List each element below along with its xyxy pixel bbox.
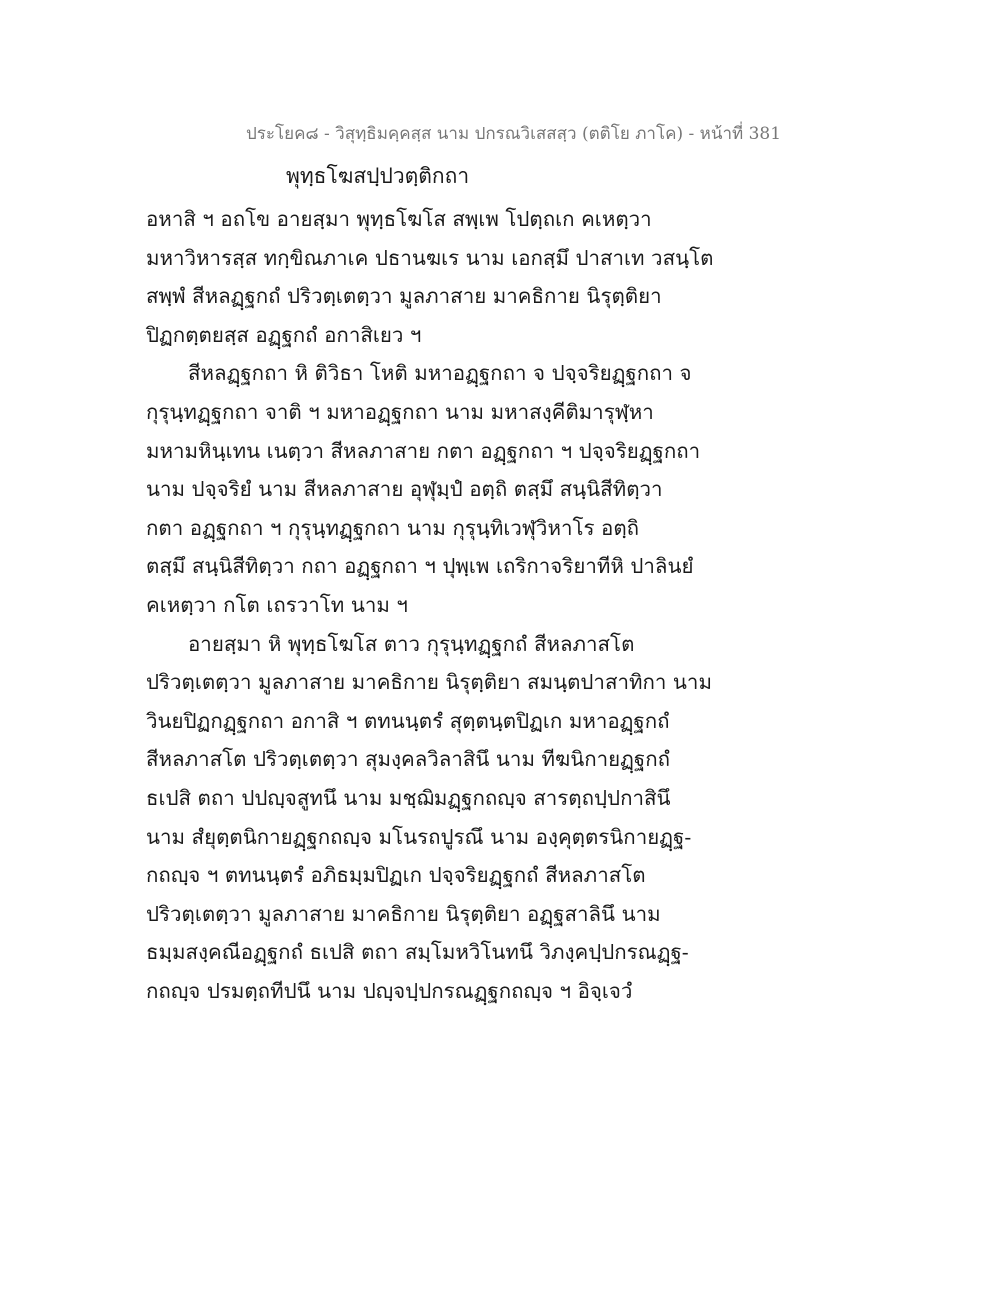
text-line: อายสฺมา หิ พุทฺธโฆโส ตาว กุรุนฺทฏฺฐกถํ สีหลภาสโต <box>188 631 635 656</box>
text-line: ปิฏกตฺตยสฺส อฏฺฐกถํ อกาสิเยว ฯ <box>146 322 422 347</box>
text-line: สีหลภาสโต ปริวตฺเตตฺวา สุมงฺคลวิลาสินึ นาม ทีฆนิกายฏฺฐกถํ <box>146 747 671 772</box>
text-line: มหามหินฺเทน เนตฺวา สีหลภาสาย กตา อฏฺฐกถา ฯ ปจฺจริยฏฺฐกถา <box>146 438 701 463</box>
text-line: วินยปิฏกฏฺฐกถา อกาสิ ฯ ตทนนฺตรํ สุตฺตนฺตปิฏเก มหาอฏฺฐกถํ <box>146 708 670 733</box>
text-line: สพฺพํ สีหลฏฺฐกถํ ปริวตฺเตตฺวา มูลภาสาย มาคธิกาย นิรุตฺติยา <box>146 284 662 309</box>
text-line: อหาสิ ฯ อถโข อายสฺมา พุทฺธโฆโส สพฺเพ โปตฺถเก คเหตฺวา <box>146 207 652 231</box>
body-text <box>146 200 714 1010</box>
text-line: ธเปสิ ตถา ปปญฺจสูทนึ นาม มชฺฌิมฏฺฐกถญฺจ สารตฺถปฺปกาสินึ <box>146 785 671 810</box>
text-line: ปริวตฺเตตฺวา มูลภาสาย มาคธิกาย นิรุตฺติยา อฏฺฐสาลินึ นาม <box>146 901 661 926</box>
section-title: พุทฺธโฆสปฺปวตฺติกถา <box>286 164 470 188</box>
text-line: สีหลฏฺฐกถา หิ ติวิธา โหติ มหาอฏฺฐกถา จ ปจฺจริยฏฺฐกถา จ <box>188 361 692 386</box>
text-line: กถญฺจ ฯ ตทนนฺตรํ อภิธมฺมปิฏเก ปจฺจริยฏฺฐกถํ สีหลภาสโต <box>146 863 646 888</box>
text-line: ปริวตฺเตตฺวา มูลภาสาย มาคธิกาย นิรุตฺติยา สมนฺตปาสาทิกา นาม <box>146 670 712 695</box>
text-line: คเหตฺวา กโต เถรวาโท นาม ฯ <box>146 592 408 617</box>
text-line: ธมฺมสงฺคณีอฏฺฐกถํ ธเปสิ ตถา สมฺโมหวิโนทนึ วิภงฺคปฺปกรณฏฺฐ- <box>146 940 689 965</box>
text-line: นาม สํยุตฺตนิกายฏฺฐกถญฺจ มโนรถปูรณึ นาม องฺคุตฺตรนิกายฏฺฐ- <box>146 824 692 849</box>
page-header: ประโยค๘ - วิสุทฺธิมคฺคสฺส นาม ปกรณวิเสสสฺว (ตติโย ภาโค) - หน้าที่ 381 <box>246 124 782 144</box>
text-line: มหาวิหารสฺส ทกฺขิณภาเค ปธานฆเร นาม เอกสฺมึ ปาสาเท วสนฺโต <box>146 245 714 270</box>
text-line: นาม ปจฺจริยํ นาม สีหลภาสาย อุฬุมฺปํ อตฺถิ ตสฺมึ สนฺนิสีทิตฺวา <box>146 477 663 502</box>
text-line: กถญฺจ ปรมตฺถทีปนึ นาม ปญฺจปฺปกรณฏฺฐกถญฺจ ฯ อิจฺเจวํ <box>146 978 633 1003</box>
text-line: กตา อฏฺฐกถา ฯ กุรุนฺทฏฺฐกถา นาม กุรุนฺทิเวฬุวิหาโร อตฺถิ <box>146 515 640 540</box>
text-line: ตสฺมึ สนฺนิสีทิตฺวา กถา อฏฺฐกถา ฯ ปุพฺเพ เถริกาจริยาทีหิ ปาลินยํ <box>146 554 694 579</box>
text-line: กุรุนฺทฏฺฐกถา จาติ ฯ มหาอฏฺฐกถา นาม มหาสงฺคีติมารุฬฺหา <box>146 399 654 424</box>
